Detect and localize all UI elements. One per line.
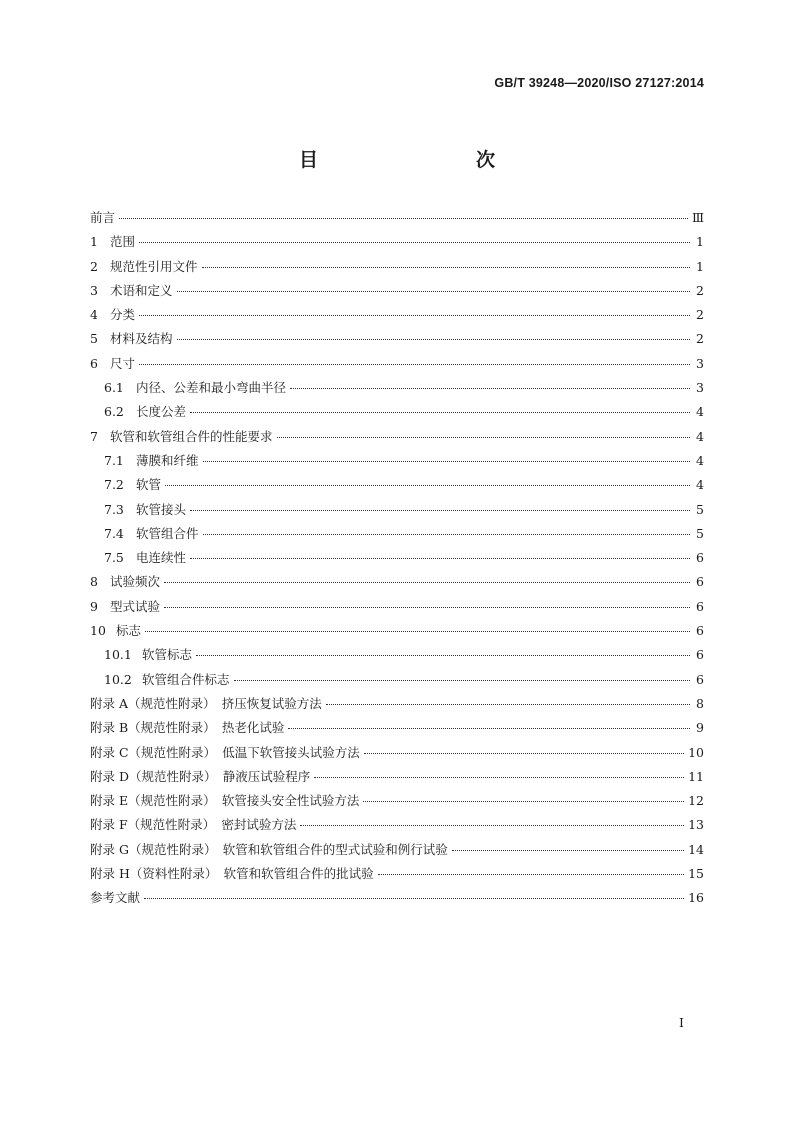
toc-entry[interactable] [90,838,704,862]
toc-entry[interactable] [90,352,704,376]
toc-entry[interactable] [90,255,704,279]
toc-entry[interactable] [90,886,704,910]
toc-entry-page: 15 [688,866,704,882]
toc-entry[interactable] [90,765,704,789]
table-of-contents [90,206,704,911]
toc-dot-leader [164,581,690,583]
toc-entry-page: 4 [696,428,704,444]
toc-entry-number: 10.1 [104,647,132,663]
toc-entry-label: 软管和软管组合件的性能要求 [110,428,273,444]
toc-entry-number: 7.2 [104,477,124,493]
toc-dot-leader [190,509,690,511]
toc-dot-leader [139,363,690,365]
toc-entry-page: 4 [696,477,704,493]
toc-entry-page: 5 [696,525,704,541]
toc-dot-leader [202,266,690,268]
toc-entry-page: 8 [696,695,704,711]
toc-entry-label: 长度公差 [136,404,187,420]
toc-entry-label: 附录 H（资料性附录） 软管和软管组合件的批试验 [90,866,374,882]
toc-entry[interactable] [90,668,704,692]
toc-entry-page: Ⅲ [691,210,704,225]
toc-entry[interactable] [90,425,704,449]
toc-entry[interactable] [90,327,704,351]
toc-entry-page: 6 [696,647,704,663]
toc-entry-page: 6 [696,623,704,639]
toc-entry[interactable] [90,522,704,546]
toc-entry-page: 6 [696,598,704,614]
toc-entry-label: 附录 G（规范性附录） 软管和软管组合件的型式试验和例行试验 [90,841,448,857]
toc-entry-page: 3 [696,355,704,371]
toc-entry[interactable] [90,716,704,740]
toc-entry[interactable] [90,595,704,619]
toc-entry-page: 12 [688,793,704,809]
page-folio: Ⅰ [679,1015,684,1030]
standard-code: GB/T 39248—2020/ISO 27127:2014 [494,76,704,90]
toc-entry-label: 附录 D（规范性附录） 静液压试验程序 [90,768,311,784]
toc-entry[interactable] [90,449,704,473]
toc-entry-page: 6 [696,574,704,590]
toc-dot-leader [190,557,690,559]
toc-entry-number: 6.2 [104,404,124,420]
toc-dot-leader [326,703,690,705]
toc-entry-number: 4 [90,307,98,323]
toc-entry-label: 软管标志 [142,647,193,663]
toc-entry[interactable] [90,741,704,765]
toc-entry-number: 7.5 [104,550,124,566]
toc-entry-number: 10.2 [104,671,132,687]
toc-dot-leader [139,241,690,243]
toc-entry-label: 型式试验 [110,598,161,614]
toc-entry-number: 2 [90,258,98,274]
toc-dot-leader [277,436,690,438]
toc-dot-leader [288,727,690,729]
toc-dot-leader [300,824,684,826]
toc-entry-page: 11 [688,768,704,784]
toc-entry[interactable] [90,473,704,497]
toc-entry[interactable] [90,789,704,813]
toc-entry-number: 1 [90,234,98,250]
toc-dot-leader [145,630,690,632]
toc-entry-page: 13 [688,817,704,833]
toc-entry-label: 材料及结构 [110,331,173,347]
toc-entry-page: 1 [696,234,704,250]
toc-dot-leader [203,460,690,462]
toc-entry[interactable] [90,546,704,570]
toc-entry-label: 参考文献 [90,890,141,906]
toc-dot-leader [314,776,684,778]
toc-entry[interactable] [90,400,704,424]
toc-dot-leader [165,484,690,486]
toc-entry-page: 2 [696,307,704,323]
toc-entry[interactable] [90,692,704,716]
toc-entry-label: 标志 [116,623,142,639]
toc-entry-label: 附录 A（规范性附录） 挤压恢复试验方法 [90,695,322,711]
toc-entry-label: 试验频次 [110,574,161,590]
toc-entry-label: 前言 [90,210,116,225]
toc-entry-number: 7.3 [104,501,124,517]
toc-entry-label: 分类 [110,307,136,323]
toc-entry-page: 5 [696,501,704,517]
toc-entry-label: 术语和定义 [110,282,173,298]
toc-dot-leader [196,654,690,656]
toc-entry[interactable] [90,376,704,400]
toc-entry-label: 附录 B（规范性附录） 热老化试验 [90,720,285,736]
toc-entry-label: 软管组合件 [136,525,199,541]
toc-entry-label: 附录 E（规范性附录） 软管接头安全性试验方法 [90,793,360,809]
toc-entry[interactable] [90,619,704,643]
toc-entry[interactable] [90,303,704,327]
toc-entry-label: 软管 [136,477,162,493]
toc-entry-label: 附录 F（规范性附录） 密封试验方法 [90,817,297,833]
toc-entry-page: 6 [696,671,704,687]
toc-entry-page: 2 [696,331,704,347]
toc-dot-leader [177,290,690,292]
toc-entry-number: 6.1 [104,380,124,396]
page-title: 目 次 [298,149,535,171]
toc-entry-page: 16 [688,890,704,906]
toc-entry-page: 3 [696,380,704,396]
toc-dot-leader [203,533,690,535]
toc-entry-page: 4 [696,404,704,420]
toc-entry-label: 规范性引用文件 [110,258,198,274]
toc-entry-label: 薄膜和纤维 [136,452,199,468]
toc-dot-leader [139,314,690,316]
toc-entry-number: 10 [90,623,106,639]
toc-entry-number: 7.1 [104,452,124,468]
toc-dot-leader [164,606,690,608]
toc-entry-number: 5 [90,331,98,347]
toc-dot-leader [452,849,684,851]
toc-dot-leader [290,387,690,389]
toc-entry[interactable] [90,862,704,886]
toc-dot-leader [363,800,684,802]
toc-entry-number: 7.4 [104,525,124,541]
toc-entry-number: 3 [90,282,98,298]
toc-entry-label: 附录 C（规范性附录） 低温下软管接头试验方法 [90,744,360,760]
toc-entry-label: 软管组合件标志 [142,671,230,687]
toc-entry-page: 1 [696,258,704,274]
toc-entry[interactable] [90,279,704,303]
toc-entry-label: 尺寸 [110,355,136,371]
toc-dot-leader [364,752,684,754]
toc-entry-page: 2 [696,282,704,298]
toc-dot-leader [144,897,684,899]
toc-entry-page: 14 [688,841,704,857]
toc-dot-leader [177,338,690,340]
toc-entry-page: 4 [696,452,704,468]
toc-dot-leader [190,411,690,413]
toc-entry-page: 9 [696,720,704,736]
toc-entry-number: 7 [90,428,98,444]
toc-entry-page: 10 [688,744,704,760]
toc-entry-label: 电连续性 [136,550,187,566]
toc-entry[interactable] [90,643,704,667]
toc-entry-label: 范围 [110,234,136,250]
toc-entry-label: 软管接头 [136,501,187,517]
toc-dot-leader [234,679,690,681]
toc-entry-number: 6 [90,355,98,371]
toc-entry[interactable] [90,206,704,230]
toc-entry-number: 9 [90,598,98,614]
toc-entry-number: 8 [90,574,98,590]
toc-entry[interactable] [90,813,704,837]
toc-entry[interactable] [90,570,704,594]
toc-entry[interactable] [90,498,704,522]
toc-entry-page: 6 [696,550,704,566]
toc-entry[interactable] [90,230,704,254]
toc-entry-label: 内径、公差和最小弯曲半径 [136,380,287,396]
toc-dot-leader [378,873,684,875]
toc-dot-leader [119,217,688,219]
